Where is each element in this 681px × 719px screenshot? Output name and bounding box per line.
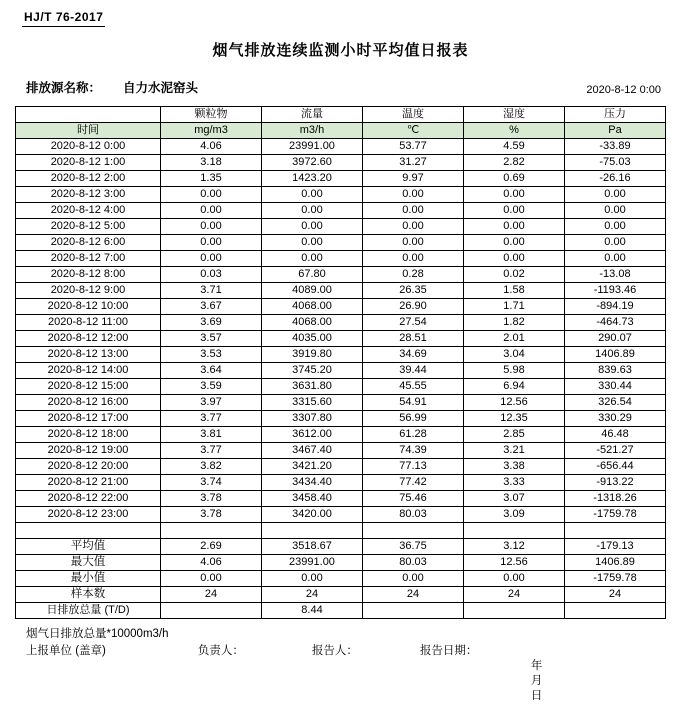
daily-total-row	[16, 603, 666, 619]
summary-temperature: 24	[363, 587, 464, 603]
footer-gap-1	[106, 644, 198, 719]
cell-humidity: 3.38	[464, 459, 565, 475]
summary-label: 最小值	[16, 571, 161, 587]
cell-particulate: 0.03	[161, 267, 262, 283]
table-row	[16, 203, 666, 219]
table-row	[16, 379, 666, 395]
summary-row-min	[16, 571, 666, 587]
cell-humidity: 2.85	[464, 427, 565, 443]
table-row	[16, 219, 666, 235]
cell-humidity: 3.07	[464, 491, 565, 507]
unit-temperature: ℃	[363, 123, 464, 139]
report-table	[15, 106, 666, 619]
cell-flow: 3434.40	[262, 475, 363, 491]
cell-particulate: 3.53	[161, 347, 262, 363]
cell-temperature: 0.00	[363, 203, 464, 219]
footer-reporter-label: 报告人：	[311, 645, 358, 657]
cell-particulate: 4.06	[161, 139, 262, 155]
summary-particulate: 4.06	[161, 555, 262, 571]
summary-pressure: 1406.89	[565, 555, 666, 571]
summary-label: 样本数	[16, 587, 161, 603]
table-row	[16, 411, 666, 427]
summary-row-count	[16, 587, 666, 603]
cell-particulate: 0.00	[161, 203, 262, 219]
emission-source-name: 自力水泥窑头	[123, 81, 199, 95]
cell-humidity: 1.82	[464, 315, 565, 331]
footer-unit-label: 上报单位 (盖章)	[26, 645, 106, 657]
table-row	[16, 491, 666, 507]
cell-temperature: 53.77	[363, 139, 464, 155]
cell-humidity: 3.33	[464, 475, 565, 491]
cell-pressure: -1318.26	[565, 491, 666, 507]
table-row	[16, 363, 666, 379]
cell-temperature: 9.97	[363, 171, 464, 187]
header-param-particulate: 颗粒物	[161, 107, 262, 123]
cell-humidity: 4.59	[464, 139, 565, 155]
standard-code-row	[22, 8, 669, 27]
cell-humidity: 0.02	[464, 267, 565, 283]
spacer-cell	[565, 523, 666, 539]
cell-humidity: 3.21	[464, 443, 565, 459]
cell-particulate: 0.00	[161, 187, 262, 203]
header-blank	[16, 107, 161, 123]
cell-temperature: 80.03	[363, 507, 464, 523]
cell-temperature: 61.28	[363, 427, 464, 443]
cell-humidity: 0.00	[464, 203, 565, 219]
row-time: 2020-8-12 11:00	[16, 315, 161, 331]
cell-flow: 3315.60	[262, 395, 363, 411]
daily-total-blank-2	[464, 603, 565, 619]
cell-flow: 4035.00	[262, 331, 363, 347]
cell-temperature: 31.27	[363, 155, 464, 171]
table-row	[16, 251, 666, 267]
cell-pressure: -1759.78	[565, 507, 666, 523]
footer-note: 烟气日排放总量*10000m3/h	[26, 628, 169, 640]
footer-year: 年	[530, 660, 543, 672]
daily-total-particulate-blank	[161, 603, 262, 619]
cell-temperature: 56.99	[363, 411, 464, 427]
spacer-cell	[161, 523, 262, 539]
cell-pressure: -521.27	[565, 443, 666, 459]
table-row	[16, 283, 666, 299]
cell-particulate: 3.57	[161, 331, 262, 347]
summary-pressure: -179.13	[565, 539, 666, 555]
cell-flow: 3631.80	[262, 379, 363, 395]
footer-responsible-label: 负责人：	[197, 645, 244, 657]
cell-pressure: -913.22	[565, 475, 666, 491]
table-row	[16, 459, 666, 475]
summary-particulate: 0.00	[161, 571, 262, 587]
table-row	[16, 315, 666, 331]
cell-temperature: 0.00	[363, 251, 464, 267]
table-row	[16, 347, 666, 363]
table-row	[16, 427, 666, 443]
row-time: 2020-8-12 17:00	[16, 411, 161, 427]
cell-flow: 0.00	[262, 187, 363, 203]
cell-flow: 3307.80	[262, 411, 363, 427]
row-time: 2020-8-12 18:00	[16, 427, 161, 443]
cell-humidity: 0.00	[464, 251, 565, 267]
footer-day: 日	[530, 690, 543, 702]
footer-gap-2	[244, 644, 312, 719]
unit-pressure: Pa	[565, 123, 666, 139]
cell-particulate: 3.64	[161, 363, 262, 379]
table-row	[16, 299, 666, 315]
cell-flow: 0.00	[262, 235, 363, 251]
cell-humidity: 1.71	[464, 299, 565, 315]
cell-pressure: -464.73	[565, 315, 666, 331]
cell-temperature: 74.39	[363, 443, 464, 459]
row-time: 2020-8-12 13:00	[16, 347, 161, 363]
cell-temperature: 39.44	[363, 363, 464, 379]
summary-row-average	[16, 539, 666, 555]
cell-flow: 0.00	[262, 203, 363, 219]
row-time: 2020-8-12 2:00	[16, 171, 161, 187]
cell-pressure: -33.89	[565, 139, 666, 155]
summary-humidity: 24	[464, 587, 565, 603]
unit-flow: m3/h	[262, 123, 363, 139]
cell-humidity: 12.56	[464, 395, 565, 411]
daily-total-blank-3	[565, 603, 666, 619]
cell-pressure: -894.19	[565, 299, 666, 315]
row-time: 2020-8-12 1:00	[16, 155, 161, 171]
cell-humidity: 3.04	[464, 347, 565, 363]
cell-particulate: 0.00	[161, 235, 262, 251]
cell-flow: 67.80	[262, 267, 363, 283]
cell-flow: 1423.20	[262, 171, 363, 187]
cell-particulate: 3.77	[161, 443, 262, 459]
cell-temperature: 45.55	[363, 379, 464, 395]
cell-humidity: 0.69	[464, 171, 565, 187]
row-time: 2020-8-12 0:00	[16, 139, 161, 155]
table-row	[16, 171, 666, 187]
summary-pressure: -1759.78	[565, 571, 666, 587]
cell-pressure: -75.03	[565, 155, 666, 171]
cell-particulate: 3.59	[161, 379, 262, 395]
header-param-temperature: 温度	[363, 107, 464, 123]
cell-humidity: 6.94	[464, 379, 565, 395]
cell-temperature: 0.00	[363, 219, 464, 235]
header-param-flow: 流量	[262, 107, 363, 123]
cell-particulate: 3.81	[161, 427, 262, 443]
cell-temperature: 27.54	[363, 315, 464, 331]
cell-particulate: 3.74	[161, 475, 262, 491]
cell-flow: 3421.20	[262, 459, 363, 475]
cell-humidity: 1.58	[464, 283, 565, 299]
cell-temperature: 77.13	[363, 459, 464, 475]
summary-flow: 0.00	[262, 571, 363, 587]
row-time: 2020-8-12 15:00	[16, 379, 161, 395]
row-time: 2020-8-12 3:00	[16, 187, 161, 203]
cell-pressure: -656.44	[565, 459, 666, 475]
cell-pressure: 330.29	[565, 411, 666, 427]
cell-flow: 3745.20	[262, 363, 363, 379]
table-row	[16, 395, 666, 411]
header-param-humidity: 湿度	[464, 107, 565, 123]
summary-temperature: 0.00	[363, 571, 464, 587]
cell-pressure: -13.08	[565, 267, 666, 283]
cell-temperature: 26.90	[363, 299, 464, 315]
row-time: 2020-8-12 21:00	[16, 475, 161, 491]
meta-row	[12, 78, 669, 96]
summary-humidity: 12.56	[464, 555, 565, 571]
cell-flow: 3972.60	[262, 155, 363, 171]
cell-flow: 4089.00	[262, 283, 363, 299]
cell-humidity: 3.09	[464, 507, 565, 523]
cell-flow: 4068.00	[262, 315, 363, 331]
row-time: 2020-8-12 5:00	[16, 219, 161, 235]
cell-temperature: 34.69	[363, 347, 464, 363]
summary-pressure: 24	[565, 587, 666, 603]
spacer-cell	[363, 523, 464, 539]
cell-flow: 23991.00	[262, 139, 363, 155]
cell-humidity: 0.00	[464, 235, 565, 251]
cell-particulate: 3.78	[161, 491, 262, 507]
row-time: 2020-8-12 23:00	[16, 507, 161, 523]
cell-particulate: 3.67	[161, 299, 262, 315]
table-row	[16, 443, 666, 459]
table-row	[16, 187, 666, 203]
table-row	[16, 507, 666, 523]
row-time: 2020-8-12 10:00	[16, 299, 161, 315]
spacer-row	[16, 523, 666, 539]
summary-row-max	[16, 555, 666, 571]
cell-pressure: 0.00	[565, 219, 666, 235]
cell-flow: 3919.80	[262, 347, 363, 363]
footer	[12, 627, 669, 719]
table-row	[16, 155, 666, 171]
summary-flow: 24	[262, 587, 363, 603]
row-time: 2020-8-12 7:00	[16, 251, 161, 267]
table-header-params	[16, 107, 666, 123]
unit-particulate: mg/m3	[161, 123, 262, 139]
cell-particulate: 3.71	[161, 283, 262, 299]
summary-flow: 3518.67	[262, 539, 363, 555]
cell-humidity: 0.00	[464, 219, 565, 235]
report-datetime: 2020-8-12 0:00	[586, 84, 661, 96]
cell-particulate: 3.69	[161, 315, 262, 331]
unit-humidity: %	[464, 123, 565, 139]
cell-pressure: 0.00	[565, 251, 666, 267]
row-time: 2020-8-12 16:00	[16, 395, 161, 411]
cell-particulate: 0.00	[161, 251, 262, 267]
summary-flow: 23991.00	[262, 555, 363, 571]
cell-temperature: 0.00	[363, 187, 464, 203]
cell-flow: 3467.40	[262, 443, 363, 459]
cell-temperature: 54.91	[363, 395, 464, 411]
cell-pressure: 330.44	[565, 379, 666, 395]
spacer-cell	[16, 523, 161, 539]
daily-total-blank-1	[363, 603, 464, 619]
standard-code: HJ/T 76-2017	[22, 9, 105, 27]
row-time: 2020-8-12 4:00	[16, 203, 161, 219]
cell-flow: 0.00	[262, 251, 363, 267]
table-row	[16, 139, 666, 155]
row-time: 2020-8-12 9:00	[16, 283, 161, 299]
cell-flow: 3458.40	[262, 491, 363, 507]
footer-signature-row	[26, 644, 669, 719]
cell-particulate: 3.18	[161, 155, 262, 171]
emission-source	[26, 78, 198, 96]
cell-pressure: 0.00	[565, 235, 666, 251]
footer-month: 月	[530, 675, 543, 687]
spacer-cell	[262, 523, 363, 539]
footer-date-fields	[477, 644, 542, 719]
footer-report-date-label: 报告日期：	[419, 645, 478, 657]
summary-temperature: 36.75	[363, 539, 464, 555]
table-row	[16, 267, 666, 283]
row-time: 2020-8-12 14:00	[16, 363, 161, 379]
header-param-pressure: 压力	[565, 107, 666, 123]
cell-temperature: 75.46	[363, 491, 464, 507]
row-time: 2020-8-12 8:00	[16, 267, 161, 283]
cell-humidity: 2.01	[464, 331, 565, 347]
cell-pressure: 839.63	[565, 363, 666, 379]
cell-particulate: 0.00	[161, 219, 262, 235]
cell-pressure: -1193.46	[565, 283, 666, 299]
cell-pressure: 1406.89	[565, 347, 666, 363]
cell-pressure: 0.00	[565, 187, 666, 203]
cell-particulate: 3.97	[161, 395, 262, 411]
row-time: 2020-8-12 6:00	[16, 235, 161, 251]
cell-humidity: 2.82	[464, 155, 565, 171]
summary-label: 平均值	[16, 539, 161, 555]
header-time: 时间	[16, 123, 161, 139]
cell-humidity: 5.98	[464, 363, 565, 379]
daily-total-label: 日排放总量 (T/D)	[16, 603, 161, 619]
summary-humidity: 0.00	[464, 571, 565, 587]
cell-pressure: 46.48	[565, 427, 666, 443]
spacer-cell	[464, 523, 565, 539]
table-row	[16, 235, 666, 251]
cell-flow: 3612.00	[262, 427, 363, 443]
summary-particulate: 24	[161, 587, 262, 603]
cell-particulate: 3.77	[161, 411, 262, 427]
cell-flow: 0.00	[262, 219, 363, 235]
cell-temperature: 0.00	[363, 235, 464, 251]
cell-humidity: 0.00	[464, 187, 565, 203]
row-time: 2020-8-12 20:00	[16, 459, 161, 475]
cell-temperature: 77.42	[363, 475, 464, 491]
table-row	[16, 475, 666, 491]
daily-total-value: 8.44	[262, 603, 363, 619]
cell-particulate: 3.82	[161, 459, 262, 475]
table-header-units	[16, 123, 666, 139]
cell-flow: 3420.00	[262, 507, 363, 523]
cell-humidity: 12.35	[464, 411, 565, 427]
summary-label: 最大值	[16, 555, 161, 571]
cell-temperature: 26.35	[363, 283, 464, 299]
row-time: 2020-8-12 12:00	[16, 331, 161, 347]
cell-particulate: 3.78	[161, 507, 262, 523]
cell-pressure: 290.07	[565, 331, 666, 347]
row-time: 2020-8-12 22:00	[16, 491, 161, 507]
footer-gap-3	[358, 644, 420, 719]
cell-temperature: 28.51	[363, 331, 464, 347]
emission-source-label: 排放源名称：	[26, 81, 102, 95]
cell-particulate: 1.35	[161, 171, 262, 187]
cell-pressure: 326.54	[565, 395, 666, 411]
row-time: 2020-8-12 19:00	[16, 443, 161, 459]
summary-temperature: 80.03	[363, 555, 464, 571]
summary-humidity: 3.12	[464, 539, 565, 555]
cell-flow: 4068.00	[262, 299, 363, 315]
cell-temperature: 0.28	[363, 267, 464, 283]
table-row	[16, 331, 666, 347]
summary-particulate: 2.69	[161, 539, 262, 555]
cell-pressure: -26.16	[565, 171, 666, 187]
cell-pressure: 0.00	[565, 203, 666, 219]
page-title: 烟气排放连续监测小时平均值日报表	[212, 42, 469, 59]
